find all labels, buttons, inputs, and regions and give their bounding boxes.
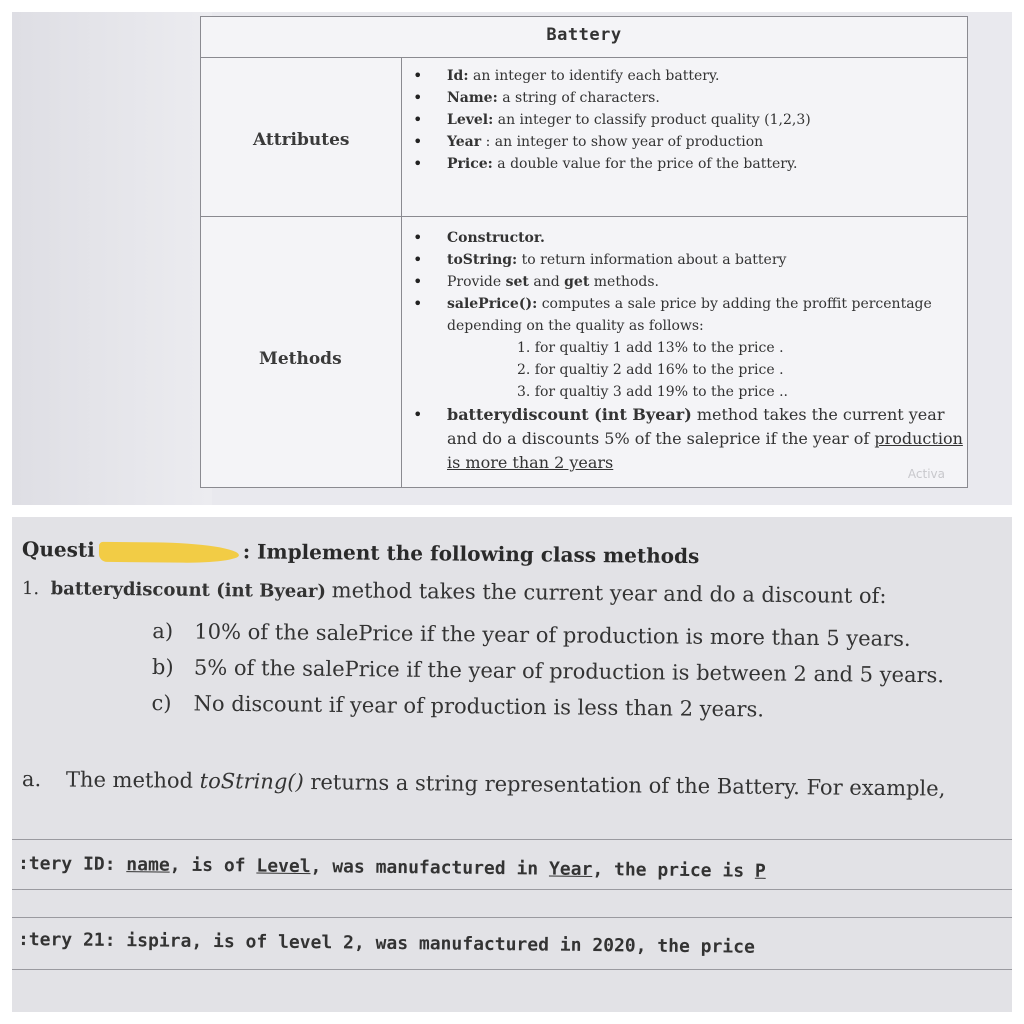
uml-class-table	[200, 16, 968, 488]
methods-label: Methods	[259, 349, 342, 369]
attribute-item: • Name: a string of characters.	[401, 87, 967, 109]
option-item: a) 10% of the salePrice if the year of production is more than 5 years.	[152, 619, 911, 651]
question-photo-panel	[12, 517, 1012, 1012]
attributes-label: Attributes	[253, 130, 350, 150]
method-item: • batterydiscount (int Byear) method takes the current year and do a discounts 5% of the saleprice if the year of production is more than 2 years	[401, 403, 967, 475]
photo-shadow	[12, 12, 212, 505]
attribute-item: • Level: an integer to classify product quality (1,2,3)	[401, 109, 967, 131]
rule-item: 2. for qualtiy 2 add 16% to the price .	[517, 362, 784, 378]
method-item: • toString: to return information about a battery	[401, 249, 967, 271]
method-item: • salePrice(): computes a sale price by adding the proffit percentage depending on the quality as follows: 1. for qualtiy 1 add 13% to the price . 2. for qualtiy 2 add 16% to the price . 3. for qualtiy 3 add 19% to the price ..	[401, 293, 967, 403]
uml-title-row	[201, 17, 967, 58]
class-name: Battery	[546, 25, 622, 45]
attribute-item: • Price: a double value for the price of the battery.	[401, 153, 967, 175]
divider-line	[12, 969, 1012, 970]
row-divider	[201, 216, 967, 217]
divider-line	[12, 917, 1012, 918]
saleprice-rules	[447, 337, 967, 403]
question-item-1: 1. batterydiscount (int Byear) method takes the current year and do a discount of:	[21, 578, 887, 609]
question-item-a: a. The method toString() returns a string representation of the Battery. For example,	[21, 767, 946, 801]
divider-line	[12, 839, 1012, 840]
rule-item: 1. for qualtiy 1 add 13% to the price .	[517, 340, 784, 356]
method-item: • Provide set and get methods.	[401, 271, 967, 293]
option-item: c) No discount if year of production is less than 2 years.	[151, 690, 765, 722]
method-item: • Constructor.	[401, 227, 967, 249]
redaction-mark	[99, 541, 239, 562]
attribute-item: • Id: an integer to identify each battery.	[401, 65, 967, 87]
option-item: b) 5% of the salePrice if the year of production is between 2 and 5 years.	[151, 655, 945, 688]
question-title: Questi : Implement the following class methods	[21, 537, 700, 569]
methods-list	[401, 227, 967, 475]
watermark: Activa	[907, 467, 945, 481]
uml-photo-panel	[12, 12, 1012, 505]
discount-options	[151, 613, 944, 729]
attribute-item: • Year : an integer to show year of production	[401, 131, 967, 153]
format-example-line: :tery ID: name, is of Level, was manufactured in Year, the price is P	[17, 853, 766, 882]
divider-line	[12, 889, 1012, 890]
sample-output-line: :tery 21: ispira, is of level 2, was manufactured in 2020, the price	[17, 929, 755, 958]
attributes-list	[401, 65, 967, 175]
rule-item: 3. for qualtiy 3 add 19% to the price ..	[517, 384, 788, 400]
